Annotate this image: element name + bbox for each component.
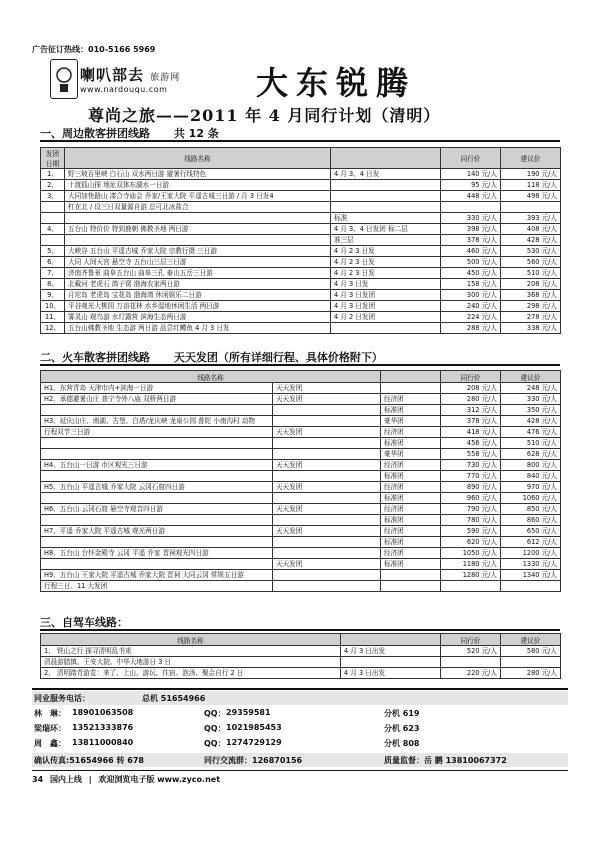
table-cell: 890 元/人: [441, 482, 501, 493]
contact-qq-label: QQ：: [204, 709, 226, 718]
table-row: [41, 493, 561, 504]
col-header: 建议价: [501, 371, 561, 383]
table-cell: H3、延庆山庄、南湖、古堡、白塔/龙庆峡 龙泉公园 普陀 小南沟村 动物: [41, 416, 273, 427]
table-cell: 天天发团: [273, 504, 381, 515]
table-cell: [273, 515, 381, 526]
table-cell: 298 元/人: [501, 301, 561, 312]
brand-name: 喇叭部去: [80, 66, 145, 84]
table-cell: 11、: [41, 312, 65, 323]
section-3-title: 三、自驾车线路：: [40, 616, 128, 629]
table-cell: 天天发团: [273, 526, 381, 537]
table-cell: 7、: [41, 268, 65, 279]
contact-name: 周 鑫：: [34, 739, 66, 748]
table-row: [41, 301, 561, 312]
table-cell: [273, 449, 381, 460]
table-cell: 平谷观光大桃园 万亩花林 水乡湿地休闲生活 两日游: [65, 301, 331, 312]
section-1-title: 一、周边散客拼团线路 共 12 条: [40, 127, 219, 140]
table-row: [41, 515, 561, 526]
table-cell: 6、: [41, 257, 65, 268]
table-cell: 790 元/人: [441, 504, 501, 515]
table-cell: 220 元/人: [441, 668, 501, 679]
table-cell: 520 元/人: [441, 646, 501, 657]
table-cell: H9、五台山 王家大院 平遥古城 乔家大院 晋祠 大同云冈 常规五日游: [41, 570, 273, 581]
table-cell: [441, 202, 501, 213]
table-cell: 北戴河 老虎石 鸽子窝 渤海农家两日游: [65, 279, 331, 290]
table-cell: 十渡狐山探 地址双体东湖水一日游: [65, 180, 331, 191]
col-header: 发团日期: [41, 148, 65, 169]
table-cell: [331, 202, 441, 213]
contact-qq-label: QQ：: [204, 724, 226, 733]
table-cell: 济南齐鲁景 曲阜五台山 曲阜三孔 泰山五岳三日游: [65, 268, 331, 279]
table-cell: H8、五台山 台怀金殿寺 云冈 平遥 乔家 晋祠观光四日游: [41, 548, 273, 559]
contact-extra-row: 确认传真:51654966 转 678 同行交流群：126870156 质量监督：岳 鹏 13810067372: [32, 753, 568, 767]
table-cell: 雾灵山 观鸟游 水灯露营 滨海生态两日游: [65, 312, 331, 323]
table-cell: 850 元/人: [501, 504, 561, 515]
table-cell: 4 月 3 日出发: [341, 668, 441, 679]
table-cell: 280 元/人: [501, 668, 561, 679]
contact-name: 林 琳：: [34, 709, 66, 718]
table-cell: 224 元/人: [441, 312, 501, 323]
table-cell: [381, 570, 441, 581]
table-cell: 经济团: [381, 504, 441, 515]
table-row: [41, 427, 561, 438]
table-cell: 1280 元/人: [441, 570, 501, 581]
table-row: [41, 323, 561, 334]
table-row: [41, 526, 561, 537]
table-cell: 标准团: [381, 438, 441, 449]
table-cell: 豪华团: [381, 449, 441, 460]
table-row: [41, 416, 561, 427]
table-cell: 月坨岛 老虎岛 宝花岛 渤海湾 休闲娱乐二日游: [65, 290, 331, 301]
table-cell: 豪华团: [381, 416, 441, 427]
contact-qq: 1274729129: [226, 738, 282, 747]
ad-hotline: 广告征订热线：010-5166 5969: [32, 45, 156, 54]
table-cell: [501, 202, 561, 213]
table-cell: [273, 548, 381, 559]
table-row: [41, 646, 561, 657]
table-cell: H2、承德避暑山庄 普宁寺外八庙 双桥两日游: [41, 394, 273, 405]
table-cell: 278 元/人: [501, 312, 561, 323]
table-cell: H1、东营青岛 天津市内+滨海一日游: [41, 383, 273, 394]
table-header-row: [41, 148, 561, 169]
table-cell: 4 月 3 日发团: [331, 290, 441, 301]
table-self-drive: [40, 633, 561, 679]
table-cell: 140 元/人: [441, 169, 501, 180]
contact-qq: 29359581: [226, 708, 271, 717]
table-cell: 经济团: [381, 526, 441, 537]
table-cell: 960 元/人: [441, 493, 501, 504]
table-cell: 天天发团: [273, 559, 381, 570]
table-cell: 大峡谷 五台山 平遥古城 乔家大院 宗教行摄 三日游: [65, 246, 331, 257]
table-cell: [41, 537, 273, 548]
section-3-divider: [40, 629, 560, 631]
section-2-divider: [40, 364, 560, 366]
table-row: [41, 570, 561, 581]
table-cell: 经济团: [381, 460, 441, 471]
table-cell: [381, 581, 441, 592]
table-cell: 杠在北 / 设三日双量源自游 总可北冰盐合: [65, 202, 331, 213]
table-cell: 650 元/人: [501, 526, 561, 537]
table-cell: [381, 383, 441, 394]
table-cell: 4 月 3 日发: [331, 279, 441, 290]
table-cell: 780 元/人: [441, 515, 501, 526]
table-cell: 标准团: [381, 515, 441, 526]
table-cell: [273, 493, 381, 504]
table-cell: 558 元/人: [441, 449, 501, 460]
table-cell: 456 元/人: [441, 438, 501, 449]
table-cell: 280 元/人: [441, 394, 501, 405]
table-cell: [41, 471, 273, 482]
table-cell: 1060 元/人: [501, 493, 561, 504]
table-cell: 准三层: [331, 235, 441, 246]
table-cell: 510 元/人: [501, 438, 561, 449]
table-cell: 清晨游腊镇、王安大院、中华大地游日 3 日: [41, 657, 341, 668]
table-cell: [41, 493, 273, 504]
brand: [80, 64, 180, 85]
table-cell: 2、 清明踏青游览：来了、上山、游玩、住宿、泡汤、聚会自行 2 日: [41, 668, 341, 679]
table-row: [41, 460, 561, 471]
contact-row: [32, 721, 568, 735]
contact-row: [32, 736, 568, 750]
table-cell: 1340 元/人: [501, 570, 561, 581]
table-cell: 408 元/人: [501, 224, 561, 235]
table-row: [41, 169, 561, 180]
table-cell: 3、: [41, 191, 65, 202]
table-row: [41, 394, 561, 405]
table-cell: 4 月 3 日发团: [331, 301, 441, 312]
footer-site[interactable]: 欢迎浏览电子版 www.zyco.net: [98, 775, 221, 784]
table-cell: 95 元/人: [441, 180, 501, 191]
table-row: [41, 246, 561, 257]
table-cell: 12、: [41, 323, 65, 334]
table-cell: 428 元/人: [501, 235, 561, 246]
table-cell: 510 元/人: [501, 268, 561, 279]
table-cell: 530 元/人: [501, 246, 561, 257]
table-local-tours: [40, 147, 561, 334]
table-train-tours: [40, 370, 561, 592]
table-cell: 标准团: [381, 405, 441, 416]
table-cell: 800 元/人: [501, 460, 561, 471]
contact-qq-label: QQ：: [204, 739, 226, 748]
table-cell: 1、 铁山之行 探寻清明乱书束: [41, 646, 341, 657]
table-cell: [441, 657, 501, 668]
company-title: 大东锐腾: [256, 64, 417, 102]
table-row: [41, 180, 561, 191]
col-header: 建议价: [501, 634, 561, 646]
table-cell: 1050 元/人: [441, 548, 501, 559]
col-header: 同行价: [441, 371, 501, 383]
table-cell: 860 元/人: [501, 515, 561, 526]
table-cell: 208 元/人: [441, 383, 501, 394]
table-cell: 393 元/人: [501, 213, 561, 224]
table-cell: 208 元/人: [501, 279, 561, 290]
table-cell: [65, 235, 331, 246]
table-cell: 天天发团: [273, 460, 381, 471]
table-cell: 378 元/人: [441, 235, 501, 246]
table-cell: [273, 416, 381, 427]
contact-phone[interactable]: 13521333876: [72, 723, 134, 732]
table-cell: 大同 人间天宫 悬空寺 五台山三层三日游: [65, 257, 331, 268]
table-cell: 4 月 2 3 日发: [331, 257, 441, 268]
table-cell: 730 元/人: [441, 460, 501, 471]
contact-name: 梁瑞环：: [34, 724, 66, 733]
table-cell: 五台山佛教圣地 生态游 两日游 品尝红鳟鱼 4 月 3 日发: [65, 323, 331, 334]
table-row: [41, 559, 561, 570]
table-cell: [273, 581, 381, 592]
table-cell: 天天发团: [273, 383, 381, 394]
table-cell: 大同加快路山 凑合寺庙会 乔家/王家大院 平遥古城三日游 / 月 3 日发4: [65, 191, 331, 202]
table-cell: 330 元/人: [501, 394, 561, 405]
table-cell: [441, 581, 501, 592]
table-row: [41, 213, 561, 224]
table-cell: 9、: [41, 290, 65, 301]
table-row: [41, 581, 561, 592]
table-cell: 398 元/人: [441, 224, 501, 235]
table-cell: 580 元/人: [501, 646, 561, 657]
table-cell: 4 月 2 日发团: [331, 312, 441, 323]
table-cell: 4 月 3、4 日发团 标二层: [331, 224, 441, 235]
table-cell: 五台山 特价价 特到鹿朝 佛教圣地 两日游: [65, 224, 331, 235]
table-cell: H7、平遥 乔家大院 平遥古城 观光两日游: [41, 526, 273, 537]
table-row: [41, 668, 561, 679]
table-row: [41, 471, 561, 482]
table-cell: 840 元/人: [501, 471, 561, 482]
section-1-divider: [40, 140, 560, 142]
table-cell: 天天发团: [273, 394, 381, 405]
table-row: [41, 257, 561, 268]
table-cell: [273, 471, 381, 482]
table-row: [41, 657, 561, 668]
logo-icon: [50, 59, 78, 99]
table-cell: 4、: [41, 224, 65, 235]
table-row: [41, 290, 561, 301]
table-cell: 1200 元/人: [501, 548, 561, 559]
table-header-row: [41, 634, 561, 646]
contact-qq: 1021985453: [226, 723, 282, 732]
table-row: [41, 449, 561, 460]
table-cell: 1180 元/人: [441, 559, 501, 570]
table-cell: 476 元/人: [501, 427, 561, 438]
table-cell: 野三坡百里峡 白石山 双水两日游 避暑行线特色: [65, 169, 331, 180]
table-row: [41, 548, 561, 559]
table-cell: [41, 515, 273, 526]
table-cell: 500 元/人: [441, 257, 501, 268]
table-row: [41, 268, 561, 279]
table-cell: 2、: [41, 180, 65, 191]
table-cell: 418 元/人: [441, 427, 501, 438]
brand-site[interactable]: www.nardouqu.com: [80, 85, 168, 94]
table-row: [41, 405, 561, 416]
table-cell: 612 元/人: [501, 537, 561, 548]
table-cell: [273, 438, 381, 449]
contact-row: [32, 706, 568, 720]
table-row: [41, 383, 561, 394]
table-cell: 经济团: [381, 394, 441, 405]
table-cell: [41, 235, 65, 246]
table-cell: H5、五台山 平遥古城 乔家大院 云冈石窟四日游: [41, 482, 273, 493]
table-row: [41, 279, 561, 290]
table-row: [41, 438, 561, 449]
table-cell: 经济团: [381, 548, 441, 559]
table-cell: 350 元/人: [501, 405, 561, 416]
table-cell: 330 元/人: [441, 213, 501, 224]
table-cell: 770 元/人: [441, 471, 501, 482]
table-cell: [331, 191, 441, 202]
table-row: [41, 224, 561, 235]
table-cell: [41, 559, 273, 570]
col-header: 同行价: [441, 148, 501, 169]
contact-ext: 分机 808: [384, 739, 420, 748]
table-cell: 经济团: [381, 427, 441, 438]
footer-section: 国内上线: [49, 775, 82, 784]
brand-tag: 旅游网: [150, 73, 181, 83]
table-cell: 288 元/人: [441, 323, 501, 334]
table-cell: 118 元/人: [501, 180, 561, 191]
table-cell: [41, 405, 273, 416]
table-cell: 标准团: [381, 493, 441, 504]
table-row: [41, 202, 561, 213]
table-cell: [41, 213, 65, 224]
table-cell: [273, 405, 381, 416]
table-cell: 448 元/人: [441, 191, 501, 202]
table-cell: 标准: [331, 213, 441, 224]
table-cell: 158 元/人: [441, 279, 501, 290]
contact-block: [32, 688, 568, 765]
col-header: 线路名称: [41, 371, 381, 383]
table-cell: H4、五台山一日游 市区观光三日游: [41, 460, 273, 471]
table-cell: 300 元/人: [441, 290, 501, 301]
contact-phone[interactable]: 18901063508: [72, 708, 134, 717]
table-cell: 620 元/人: [441, 537, 501, 548]
table-cell: 4 月 2 3 日发: [331, 268, 441, 279]
table-cell: 行程双节三日游: [41, 427, 273, 438]
table-row: [41, 537, 561, 548]
table-cell: [41, 438, 273, 449]
table-cell: [273, 537, 381, 548]
table-cell: 498 元/人: [501, 191, 561, 202]
table-cell: [501, 657, 561, 668]
table-cell: 1330 元/人: [501, 559, 561, 570]
table-cell: 5、: [41, 246, 65, 257]
page-number: 34: [32, 775, 44, 784]
table-header-row: [41, 371, 561, 383]
col-header: [381, 371, 441, 383]
plan-title: 尊尚之旅——2011 年 4 月同行计划（清明）: [88, 106, 441, 125]
table-cell: [501, 581, 561, 592]
table-cell: [65, 213, 331, 224]
table-cell: 天天发团: [273, 482, 381, 493]
table-cell: 190 元/人: [501, 169, 561, 180]
table-cell: 4 月 3、4 日发: [331, 169, 441, 180]
table-cell: 460 元/人: [441, 246, 501, 257]
table-cell: [273, 570, 381, 581]
contact-phone[interactable]: 13811000840: [72, 738, 134, 747]
page-footer: 34 国内上线 | 欢迎浏览电子版 www.zyco.net: [32, 770, 568, 785]
col-header: [331, 148, 441, 169]
section-2-title: 二、火车散客拼团线路 天天发团（所有详细行程、具体价格附下）: [40, 351, 383, 364]
table-row: [41, 504, 561, 515]
col-header: 建议价: [501, 148, 561, 169]
table-cell: 标准团: [381, 559, 441, 570]
col-header: 线路名称: [41, 634, 341, 646]
contact-ext: 分机 619: [384, 709, 420, 718]
table-cell: 经济团: [381, 482, 441, 493]
table-cell: 428 元/人: [501, 416, 561, 427]
table-cell: 560 元/人: [501, 257, 561, 268]
col-header: 线路名称: [65, 148, 331, 169]
table-cell: 行程三日、11 大发团: [41, 581, 273, 592]
contact-title-row: 同业服务电话： 总机 51654966: [32, 691, 568, 705]
table-row: [41, 482, 561, 493]
table-cell: 标准团: [381, 471, 441, 482]
table-cell: 248 元/人: [501, 383, 561, 394]
table-cell: [41, 449, 273, 460]
table-cell: 4 月 3 日出发: [341, 646, 441, 657]
table-cell: 标准团: [381, 537, 441, 548]
table-cell: 天天发团: [273, 427, 381, 438]
table-cell: [331, 323, 441, 334]
table-row: [41, 235, 561, 246]
table-cell: 368 元/人: [501, 290, 561, 301]
col-header: 同行价: [441, 634, 501, 646]
table-cell: 1、: [41, 169, 65, 180]
table-cell: 628 元/人: [501, 449, 561, 460]
col-header: [341, 634, 441, 646]
table-cell: [341, 657, 441, 668]
table-cell: 590 元/人: [441, 526, 501, 537]
table-cell: 450 元/人: [441, 268, 501, 279]
table-row: [41, 312, 561, 323]
table-row: [41, 191, 561, 202]
contact-ext: 分机 623: [384, 724, 420, 733]
table-cell: 8、: [41, 279, 65, 290]
table-cell: [41, 202, 65, 213]
table-cell: 4 月 2 3 日发: [331, 246, 441, 257]
table-cell: 378 元/人: [441, 416, 501, 427]
table-cell: 970 元/人: [501, 482, 561, 493]
table-cell: [331, 180, 441, 191]
table-cell: 240 元/人: [441, 301, 501, 312]
table-cell: H6、五台山 云冈石窟 悬空寺观音四日游: [41, 504, 273, 515]
table-cell: 338 元/人: [501, 323, 561, 334]
table-cell: 10、: [41, 301, 65, 312]
table-cell: 312 元/人: [441, 405, 501, 416]
